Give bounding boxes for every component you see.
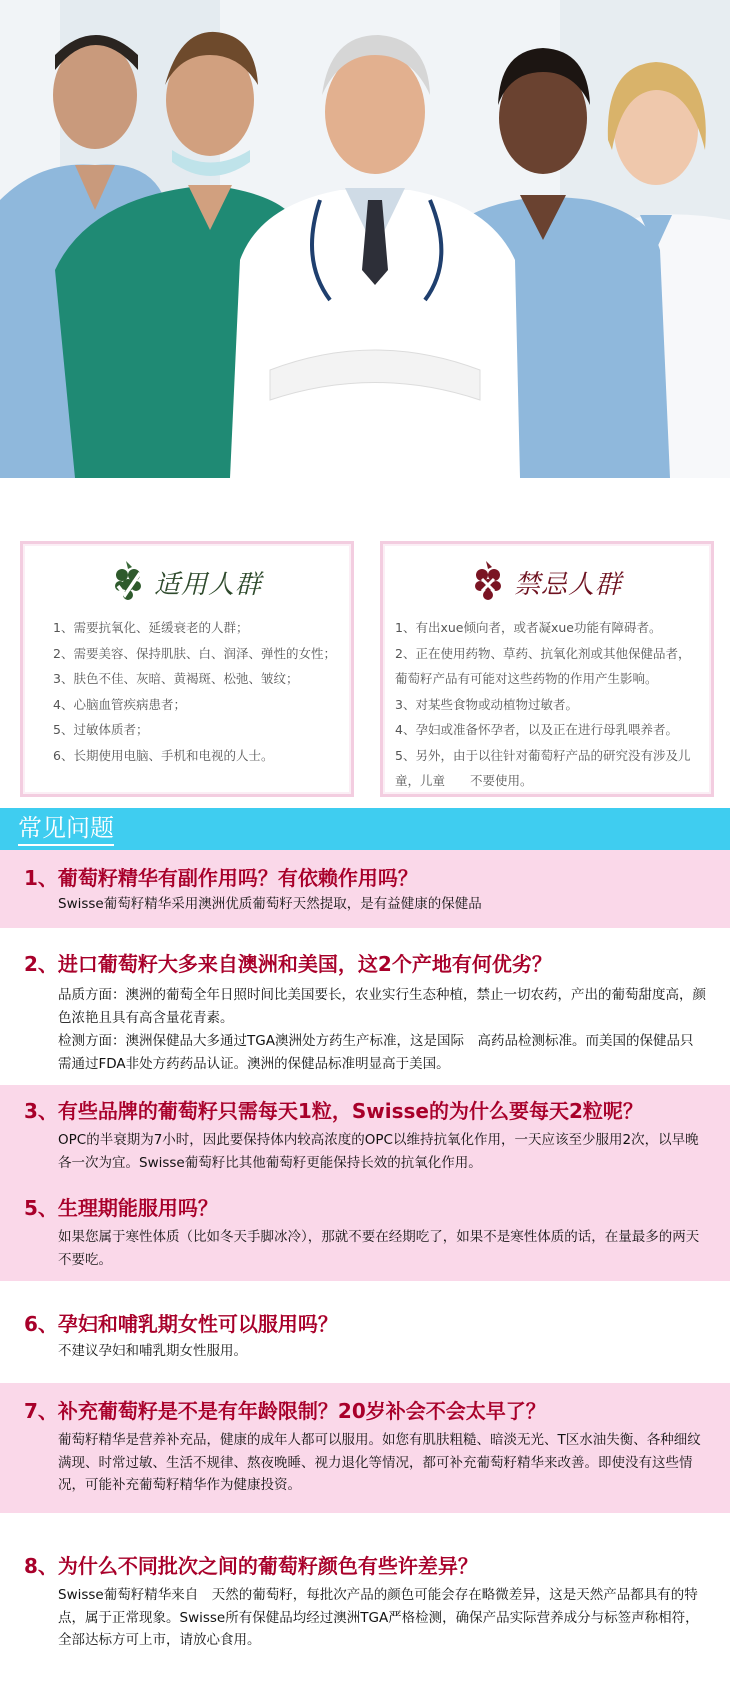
faq-answer: 不建议孕妇和哺乳期女性服用。 xyxy=(58,1343,247,1359)
list-item: 1、需要抗氧化、延缓衰老的人群； xyxy=(53,620,249,635)
faq-answer: Swisse葡萄籽精华来自 天然的葡萄籽，每批次产品的颜色可能会存在略微差异，这是天然产品都具有的特点，属于正常现象。Swisse所有保健品均经过澳洲TGA严格检测，确保产品实际营养成分与标签声称相符，全部达标方可上市，请放心食用。 xyxy=(58,1587,699,1648)
list-item: 6、长期使用电脑、手机和电视的人士。 xyxy=(53,747,274,763)
faq-question: 2、进口葡萄籽大多来自澳洲和美国，这2个产地有何优劣？ xyxy=(24,952,552,976)
contra-card-header xyxy=(383,554,711,610)
faq-answer: OPC的半衰期为7小时，因此要保持体内较高浓度的OPC以维持抗氧化作用，一天应该至少服用2次，以早晚各一次为宜。Swisse葡萄籽比其他葡萄籽更能保持长效的抗氧化作用。 xyxy=(58,1132,699,1171)
contraindicated-group-card xyxy=(380,541,714,797)
faq-question: 3、有些品牌的葡萄籽只需每天1粒，Swisse的为什么要每天2粒呢？ xyxy=(24,1099,643,1123)
list-item: 3、对某些食物或动植物过敏者。 xyxy=(395,696,578,712)
suitable-card-header xyxy=(23,554,351,610)
faq-header-band xyxy=(0,808,730,850)
grape-check-icon xyxy=(112,559,146,605)
faq-item-7 xyxy=(0,1383,730,1513)
faq-answer: 如果您属于寒性体质（比如冬天手脚冰冷），那就不要在经期吃了，如果不是寒性体质的话，在量最多的两天不要吃。 xyxy=(58,1229,700,1268)
faq-item-1 xyxy=(0,850,730,928)
list-item: 5、另外，由于以往针对葡萄籽产品的研究没有涉及儿童，儿童 不要使用。 xyxy=(395,747,691,788)
grape-cross-icon xyxy=(472,559,506,605)
faq-title: 常见问题 xyxy=(18,814,114,846)
faq-answer: 品质方面：澳洲的葡萄全年日照时间比美国要长，农业实行生态种植，禁止一切农药，产出的葡萄甜度高，颜色浓艳且具有高含量花青素。 xyxy=(58,987,706,1026)
list-item: 2、正在使用药物、草药、抗氧化剂或其他保健品者，葡萄籽产品有可能对这些药物的作用产生影响。 xyxy=(395,645,691,686)
hero-photo xyxy=(0,0,730,478)
list-item: 3、肤色不佳、灰暗、黄褐斑、松弛、皱纹； xyxy=(53,671,299,686)
faq-item-2 xyxy=(0,940,730,1082)
contra-list xyxy=(383,615,711,794)
faq-item-3-5 xyxy=(0,1085,730,1281)
list-item: 4、心脑血管疾病患者； xyxy=(53,696,186,712)
suitable-group-card xyxy=(20,541,354,797)
faq-question: 5、生理期能服用吗？ xyxy=(24,1196,218,1220)
faq-question: 7、补充葡萄籽是不是有年龄限制？20岁补会不会太早了？ xyxy=(24,1399,546,1423)
faq-question: 1、葡萄籽精华有副作用吗？有依赖作用吗？ xyxy=(24,866,418,890)
suitable-list xyxy=(23,615,351,768)
faq-item-6 xyxy=(0,1290,730,1380)
faq-item-8 xyxy=(0,1540,730,1684)
doctors-illustration xyxy=(0,0,730,478)
faq-answer-2: 检测方面：澳洲保健品大多通过TGA澳洲处方药生产标准，这是国际 高药品检测标准。而美国的保健品只需通过FDA非处方药药品认证。澳洲的保健品标准明显高于美国。 xyxy=(58,1033,694,1072)
list-item: 1、有出xue倾向者，或者凝xue功能有障碍者。 xyxy=(395,620,662,635)
list-item: 4、孕妇或准备怀孕者，以及正在进行母乳喂养者。 xyxy=(395,722,678,737)
faq-question: 8、为什么不同批次之间的葡萄籽颜色有些许差异？ xyxy=(24,1554,478,1578)
faq-answer: 葡萄籽精华是营养补充品，健康的成年人都可以服用。如您有肌肤粗糙、暗淡无光、T区水油失衡、各种细纹满现、时常过敏、生活不规律、熬夜晚睡、视力退化等情况，都可补充葡萄籽精华来改善。即使没有这些情况，可能补充葡萄籽精华作为健康投资。 xyxy=(58,1432,701,1493)
faq-answer: Swisse葡萄籽精华采用澳洲优质葡萄籽天然提取，是有益健康的保健品 xyxy=(58,896,482,912)
list-item: 5、过敏体质者； xyxy=(53,722,149,737)
faq-question: 6、孕妇和哺乳期女性可以服用吗？ xyxy=(24,1312,338,1336)
contra-title: 禁忌人群 xyxy=(513,569,622,600)
list-item: 2、需要美容、保持肌肤、白、润泽、弹性的女性； xyxy=(53,645,336,661)
suitable-title: 适用人群 xyxy=(153,569,262,600)
